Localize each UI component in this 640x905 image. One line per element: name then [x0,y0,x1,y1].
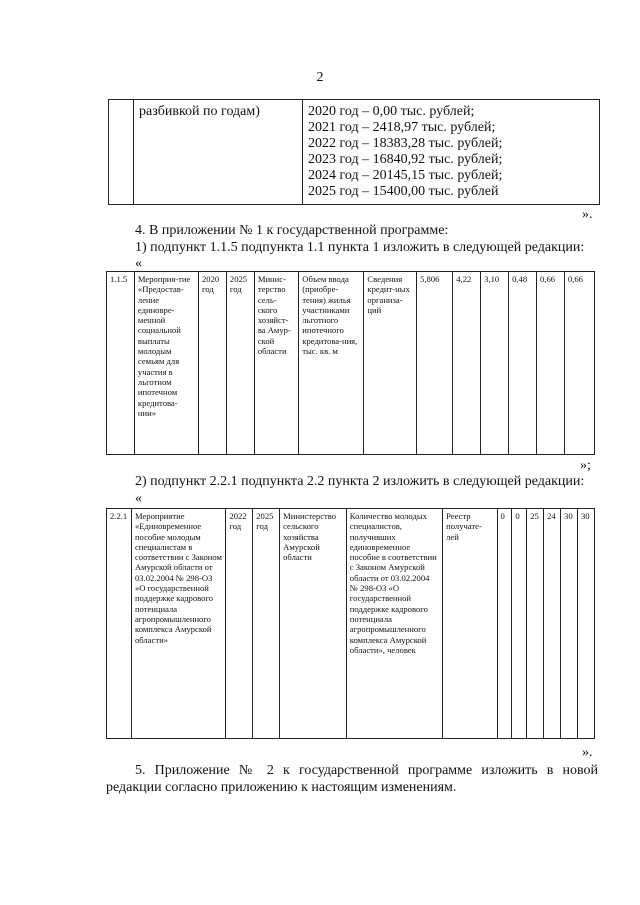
opening-quote: « [135,256,142,271]
page-number: 2 [316,70,324,85]
closing-quote: ». [582,207,593,222]
cell-value: 25 [527,509,544,739]
cell-value: 0,66 [564,272,594,455]
cell-value: 0,66 [537,272,565,455]
cell-measure-name: Мероприя-тие «Предостав-ление единовре-менной социальной выплаты молодым семьям для участия в льготном ипотечном кредитова-нии» [134,272,198,455]
paragraph-5: 5. Приложение № 2 к государственной программе изложить в новой редакции согласно приложению к настоящим изменениям. [106,763,598,795]
funding-year-line: 2025 год – 15400,00 тыс. рублей [308,184,499,199]
cell-executor: Министерство сельского хозяйства Амурской области [280,509,347,739]
paragraph-4: 4. В приложении № 1 к государственной программе: [135,223,449,238]
funding-year-line: 2024 год – 20145,15 тыс. рублей; [308,168,503,183]
closing-quote: ». [582,745,593,760]
cell-value: 0 [497,509,512,739]
cell-value: 24 [544,509,561,739]
table-subitem-2-2-1 [106,508,595,739]
cell-number: 2.2.1 [107,509,132,739]
cell-value: 5,806 [417,272,453,455]
cell-value: 30 [577,509,594,739]
cell-value: 3,10 [481,272,509,455]
opening-quote: « [135,491,142,506]
funding-year-line: 2021 год – 2418,97 тыс. рублей; [308,120,496,135]
cell-data-source: Реестр получате-лей [443,509,497,739]
funding-year-line: 2023 год – 16840,92 тыс. рублей; [308,152,503,167]
closing-quote: »; [580,458,591,473]
funding-table [108,99,600,205]
funding-year-line: 2020 год – 0,00 тыс. рублей; [308,104,475,119]
cell-indicator: Количество молодых специалистов, получивших единовременное пособие в соответствии с Законом Амурской области от 03.02.2004 № 298-ОЗ «О государственной поддержке кадрового потенциала агропромышленного комплекса Амурской области», человек [346,509,442,739]
empty-cell [109,100,134,205]
cell-indicator: Объем ввода (приобре-тения) жилья участниками льготного ипотечного кредитова-ния, тыс. кв. м [299,272,364,455]
cell-measure-name: Мероприятие «Единовременное пособие молодым специалистам в соответствии с Законом Амурской области от 03.02.2004 № 298-ОЗ «О государственной поддержке кадрового потенциала агропромышленного комплекса Амурской области» [131,509,225,739]
cell-start-year: 2020 год [199,272,227,455]
cell-end-year: 2025 год [253,509,280,739]
funding-year-line: 2022 год – 18383,28 тыс. рублей; [308,136,503,151]
paragraph-4-item-1: 1) подпункт 1.1.5 подпункта 1.1 пункта 1 изложить в следующей редакции: [135,240,585,255]
table-subitem-1-1-5 [106,271,595,455]
paragraph-4-item-2: 2) подпункт 2.2.1 подпункта 2.2 пункта 2 изложить в следующей редакции: [135,474,585,489]
cell-number: 1.1.5 [107,272,135,455]
cell-value: 0,48 [509,272,537,455]
cell-value: 4,22 [453,272,481,455]
cell-start-year: 2022 год [226,509,253,739]
cell-end-year: 2025 год [226,272,254,455]
cell-executor: Минис-терство сель-ского хозяйст-ва Амур-ской области [254,272,298,455]
cell-data-source: Сведения кредит-ных организа-ций [364,272,417,455]
funding-years-cell [303,100,600,205]
cell-value: 30 [561,509,578,739]
funding-label-cell: разбивкой по годам) [134,100,303,205]
cell-value: 0 [512,509,527,739]
